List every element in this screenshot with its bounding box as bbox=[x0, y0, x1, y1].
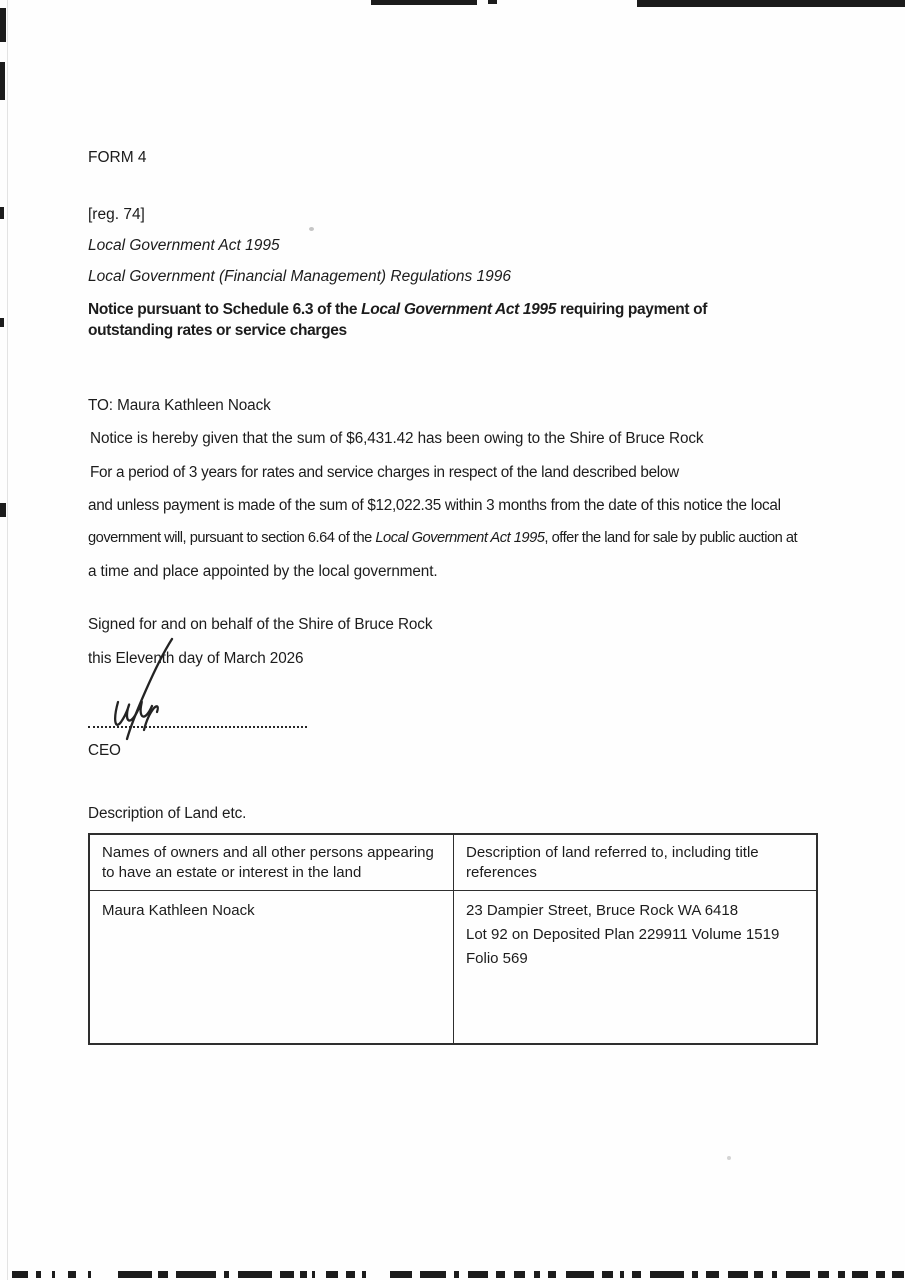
statute-line-2: Local Government (Financial Management) Regulations 1996 bbox=[88, 268, 512, 285]
scan-artifact-dash bbox=[534, 1271, 540, 1278]
scan-artifact-dash bbox=[52, 1271, 55, 1278]
scan-artifact-dash bbox=[300, 1271, 307, 1278]
scan-artifact-dash bbox=[786, 1271, 810, 1278]
scan-artifact-dash bbox=[12, 1271, 28, 1278]
body-line-1: Notice is hereby given that the sum of $6,431.42 has been owing to the Shire of Bruce Rock bbox=[90, 430, 704, 447]
table-header-land-description: Description of land referred to, including title references bbox=[453, 835, 816, 891]
scan-artifact bbox=[0, 207, 4, 219]
scan-artifact-dash bbox=[514, 1271, 525, 1278]
scan-artifact bbox=[637, 0, 905, 7]
scan-artifact-dash bbox=[728, 1271, 748, 1278]
scan-speck bbox=[727, 1156, 731, 1160]
regulation-reference: [reg. 74] bbox=[88, 206, 145, 223]
bottom-dashes bbox=[0, 1271, 905, 1278]
body-line-2: For a period of 3 years for rates and service charges in respect of the land described below bbox=[90, 464, 679, 481]
scan-artifact bbox=[0, 8, 6, 42]
scan-artifact bbox=[0, 62, 5, 100]
scan-artifact-dash bbox=[496, 1271, 505, 1278]
body-line-3: and unless payment is made of the sum of $12,022.35 within 3 months from the date of this notice the local bbox=[88, 497, 781, 514]
land-description-label: Description of Land etc. bbox=[88, 805, 247, 822]
land-lot-plan-line: Lot 92 on Deposited Plan 229911 Volume 1519 bbox=[466, 926, 780, 943]
signature-dotted-line bbox=[88, 726, 307, 728]
scan-artifact-dash bbox=[620, 1271, 624, 1278]
body-line-4-post: , offer the land for sale by public auction at bbox=[544, 530, 798, 546]
table-cell-owner bbox=[90, 891, 453, 1043]
scan-artifact-dash bbox=[566, 1271, 594, 1278]
land-address-line: 23 Dampier Street, Bruce Rock WA 6418 bbox=[466, 902, 739, 919]
notice-heading-act: Local Government Act 1995 bbox=[361, 301, 556, 318]
scan-artifact-dash bbox=[602, 1271, 613, 1278]
scan-speck bbox=[309, 227, 314, 231]
notice-heading-post: requiring payment of bbox=[555, 301, 708, 318]
scan-artifact-dash bbox=[362, 1271, 366, 1278]
scan-artifact-dash bbox=[892, 1271, 904, 1278]
body-line-4-act: Local Government Act 1995 bbox=[375, 530, 545, 546]
body-line-5: a time and place appointed by the local government. bbox=[88, 563, 438, 580]
owner-name: Maura Kathleen Noack bbox=[102, 902, 255, 919]
scan-artifact-dash bbox=[118, 1271, 152, 1278]
body-line-4 bbox=[88, 530, 797, 546]
scan-artifact-dash bbox=[650, 1271, 684, 1278]
addressee-line: TO: Maura Kathleen Noack bbox=[88, 397, 271, 414]
scan-artifact-dash bbox=[224, 1271, 229, 1278]
scan-artifact-dash bbox=[280, 1271, 294, 1278]
scan-artifact-dash bbox=[772, 1271, 777, 1278]
notice-heading-line-2: outstanding rates or service charges bbox=[88, 322, 347, 339]
land-description-table bbox=[88, 833, 818, 1045]
scan-artifact-dash bbox=[838, 1271, 845, 1278]
scan-artifact-dash bbox=[36, 1271, 41, 1278]
notice-heading-line-1 bbox=[88, 301, 707, 319]
scan-artifact-dash bbox=[68, 1271, 76, 1278]
signature-date-line: this Eleventh day of March 2026 bbox=[88, 650, 304, 667]
scan-artifact-dash bbox=[818, 1271, 829, 1278]
scan-artifact-dash bbox=[326, 1271, 338, 1278]
scan-artifact-dash bbox=[706, 1271, 719, 1278]
scan-artifact-dash bbox=[238, 1271, 272, 1278]
scan-artifact-dash bbox=[876, 1271, 885, 1278]
land-folio-line: Folio 569 bbox=[466, 950, 528, 967]
scan-artifact-dash bbox=[852, 1271, 868, 1278]
scan-artifact-dash bbox=[176, 1271, 216, 1278]
scan-artifact-dash bbox=[754, 1271, 763, 1278]
notice-heading-pre: Notice pursuant to Schedule 6.3 of the bbox=[88, 301, 362, 318]
scan-artifact bbox=[488, 0, 497, 4]
scan-artifact-dash bbox=[632, 1271, 641, 1278]
statute-line-1: Local Government Act 1995 bbox=[88, 237, 280, 254]
scan-artifact-dash bbox=[158, 1271, 168, 1278]
scan-artifact-dash bbox=[390, 1271, 412, 1278]
scan-artifact-dash bbox=[548, 1271, 556, 1278]
signatory-title: CEO bbox=[88, 742, 121, 759]
signed-on-behalf-line: Signed for and on behalf of the Shire of Bruce Rock bbox=[88, 616, 433, 633]
scan-artifact-dash bbox=[454, 1271, 459, 1278]
scan-artifact-dash bbox=[88, 1271, 91, 1278]
scan-artifact bbox=[0, 318, 4, 327]
scan-artifact-dash bbox=[346, 1271, 355, 1278]
scan-artifact-dash bbox=[312, 1271, 315, 1278]
scan-artifact-dash bbox=[468, 1271, 488, 1278]
table-cell-land-description bbox=[453, 891, 816, 1043]
scan-edge-line bbox=[7, 0, 8, 1280]
table-header-owners: Names of owners and all other persons appearing to have an estate or interest in the land bbox=[90, 835, 453, 891]
body-line-4-pre: government will, pursuant to section 6.64 of the bbox=[88, 530, 376, 546]
scan-artifact-dash bbox=[420, 1271, 446, 1278]
scan-artifact bbox=[371, 0, 477, 5]
scan-artifact-dash bbox=[692, 1271, 698, 1278]
form-label: FORM 4 bbox=[88, 149, 147, 166]
scan-artifact bbox=[0, 503, 6, 517]
